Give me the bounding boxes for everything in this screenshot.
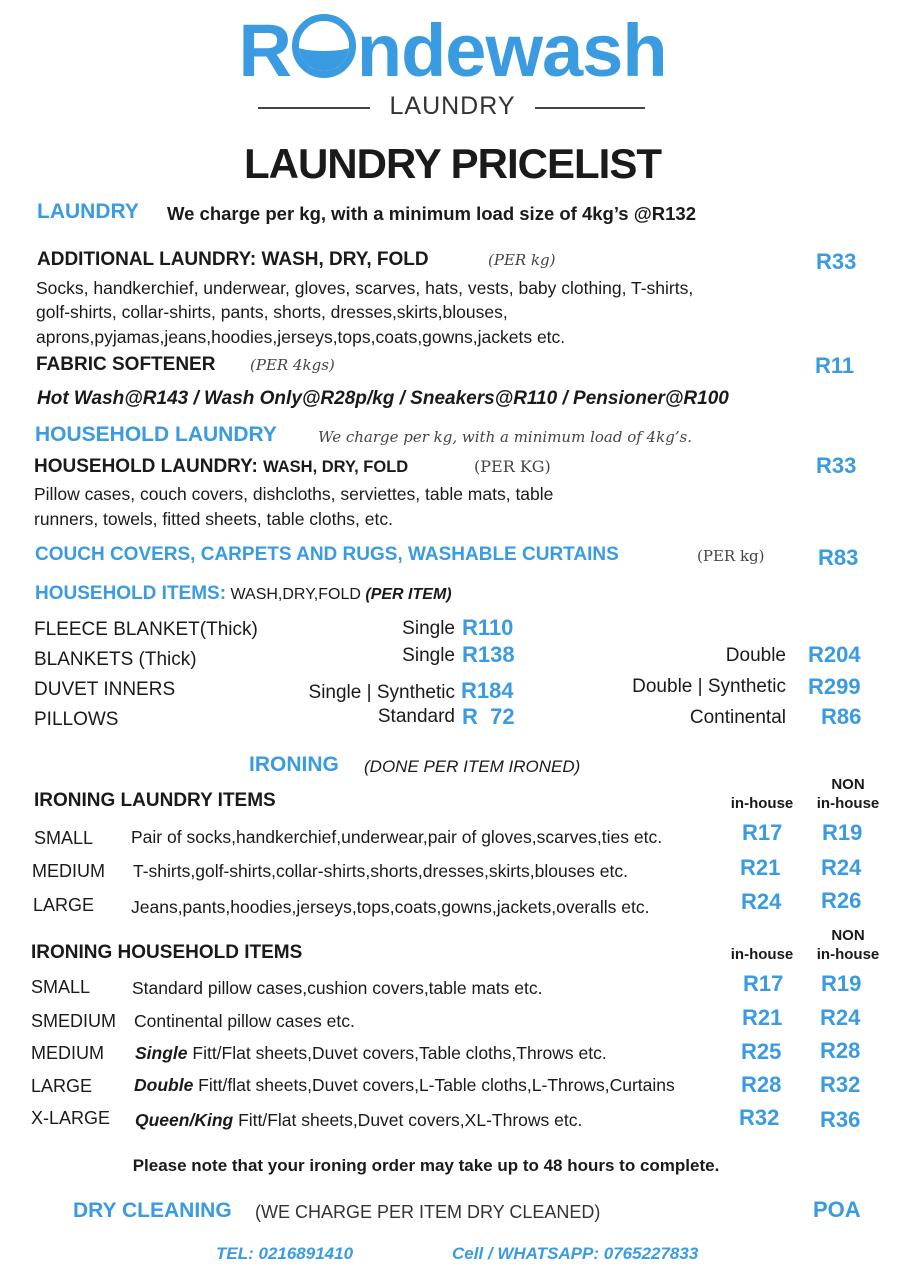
size-label: MEDIUM [32, 861, 105, 881]
price-non: R19 [821, 971, 862, 996]
additional-unit: (PER kg) [488, 251, 556, 269]
size-desc: Queen/King Fitt/Flat sheets,Duvet covers,XL-Throws etc. [135, 1110, 583, 1130]
item-price-2: R204 [808, 642, 861, 667]
item-price: R138 [462, 642, 515, 667]
couch-unit: (PER kg) [697, 547, 765, 565]
couch-label: COUCH COVERS, CARPETS AND RUGS, WASHABLE CURTAINS [35, 544, 619, 565]
item-size-2: Continental [689, 707, 786, 728]
laundry-extras: Hot Wash@R143 / Wash Only@R28p/kg / Sneakers@R110 / Pensioner@R100 [37, 388, 729, 409]
size-desc: Continental pillow cases etc. [134, 1011, 355, 1031]
size-desc: Double Fitt/flat sheets,Duvet covers,L-Table cloths,L-Throws,Curtains [134, 1075, 675, 1095]
price-non: R24 [821, 855, 862, 880]
item-size: Single | Synthetic [308, 682, 455, 703]
item-name: BLANKETS (Thick) [34, 649, 197, 670]
price-inhouse: R17 [742, 820, 783, 845]
item-name: DUVET INNERS [34, 679, 176, 700]
size-label: LARGE [33, 895, 95, 915]
ironing-label: IRONING [249, 753, 339, 776]
softener-unit: (PER 4kgs) [250, 356, 335, 374]
laundry-text: We charge per kg, with a minimum load size of 4kg’s @R132 [167, 203, 696, 224]
price-non: R28 [820, 1038, 861, 1063]
softener-price: R11 [815, 353, 855, 378]
price-non: R32 [820, 1072, 861, 1097]
brand-logo: R ndewash [238, 9, 667, 92]
household-items-line: runners, towels, fitted sheets, table cloths, etc. [34, 509, 393, 529]
page-title: LAUNDRY PRICELIST [243, 140, 662, 187]
size-label: X-LARGE [31, 1108, 111, 1128]
household-items-line: Pillow cases, couch covers, dishcloths, serviettes, table mats, table [34, 484, 554, 504]
household-heading: HOUSEHOLD LAUNDRY: WASH, DRY, FOLD [34, 456, 409, 477]
size-label: LARGE [31, 1076, 93, 1096]
ironing-laundry-heading: IRONING LAUNDRY ITEMS [34, 790, 276, 811]
ironing-notice: Please note that your ironing order may take up to 48 hours to complete. [132, 1156, 720, 1175]
col-non: NON in-house [816, 776, 880, 812]
size-desc: Standard pillow cases,cushion covers,table mats etc. [132, 978, 543, 998]
size-label: SMALL [31, 977, 91, 997]
contact-tel: TEL: 0216891410 [216, 1244, 354, 1263]
laundry-label: LAUNDRY [37, 200, 139, 223]
household-unit: (PER KG) [474, 457, 551, 476]
size-desc: T-shirts,golf-shirts,collar-shirts,shorts,dresses,skirts,blouses etc. [133, 861, 628, 881]
ironing-household-heading: IRONING HOUSEHOLD ITEMS [31, 942, 303, 963]
contact-cell: Cell / WHATSAPP: 0765227833 [452, 1244, 699, 1263]
col-inhouse: in-house [730, 795, 794, 812]
price-non: R36 [820, 1107, 861, 1132]
household-note: We charge per kg, with a minimum load of 4kg’s. [318, 428, 693, 446]
dry-cleaning-price: POA [813, 1197, 861, 1222]
item-price: R110 [462, 615, 514, 640]
laundry-items-line: Socks, handkerchief, underwear, gloves, scarves, hats, vests, baby clothing, T-shirts, [36, 278, 694, 298]
price-inhouse: R21 [742, 1005, 783, 1030]
dry-cleaning-note: (WE CHARGE PER ITEM DRY CLEANED) [255, 1202, 601, 1222]
couch-price: R83 [818, 545, 859, 570]
item-name: FLEECE BLANKET(Thick) [34, 619, 258, 640]
item-size: Single [402, 645, 455, 666]
price-inhouse: R32 [739, 1105, 780, 1130]
price-non: R19 [822, 820, 863, 845]
size-desc: Single Fitt/Flat sheets,Duvet covers,Table cloths,Throws etc. [135, 1043, 607, 1063]
price-inhouse: R24 [741, 889, 782, 914]
size-label: SMEDIUM [31, 1011, 116, 1031]
price-non: R24 [820, 1005, 861, 1030]
household-price: R33 [816, 453, 857, 478]
ironing-note: (DONE PER ITEM IRONED) [364, 757, 581, 776]
additional-heading: ADDITIONAL LAUNDRY: WASH, DRY, FOLD [37, 249, 429, 270]
price-inhouse: R17 [743, 971, 784, 996]
washing-machine-icon [292, 14, 356, 78]
size-desc: Pair of socks,handkerchief,underwear,pair of gloves,scarves,ties etc. [131, 827, 663, 847]
household-label: HOUSEHOLD LAUNDRY [35, 423, 277, 446]
item-price: R184 [461, 678, 514, 703]
price-non: R26 [821, 888, 862, 913]
item-price-2: R299 [808, 674, 861, 699]
item-price-2: R86 [821, 704, 862, 729]
additional-price: R33 [816, 249, 857, 274]
price-inhouse: R28 [741, 1072, 782, 1097]
item-size: Single [402, 618, 455, 639]
laundry-items-line: golf-shirts, collar-shirts, pants, shorts, dresses,skirts,blouses, [36, 302, 508, 322]
items-heading: HOUSEHOLD ITEMS: WASH,DRY,FOLD (PER ITEM) [35, 583, 452, 604]
brand-subtitle: LAUNDRY [389, 92, 516, 120]
price-inhouse: R25 [741, 1039, 782, 1064]
col-non: NON in-house [816, 927, 880, 963]
item-size: Standard [377, 706, 455, 727]
softener-heading: FABRIC SOFTENER [36, 354, 216, 375]
item-price: R 72 [462, 704, 515, 729]
item-size-2: Double | Synthetic [632, 676, 786, 697]
item-size-2: Double [725, 645, 786, 666]
dry-cleaning-label: DRY CLEANING [73, 1199, 232, 1222]
size-label: MEDIUM [31, 1043, 104, 1063]
laundry-items-line: aprons,pyjamas,jeans,hoodies,jerseys,tops,coats,gowns,jackets etc. [36, 327, 566, 347]
size-label: SMALL [34, 828, 94, 848]
item-name: PILLOWS [34, 709, 119, 730]
price-inhouse: R21 [740, 855, 781, 880]
col-inhouse: in-house [730, 946, 794, 963]
size-desc: Jeans,pants,hoodies,jerseys,tops,coats,gowns,jackets,overalls etc. [131, 897, 650, 917]
